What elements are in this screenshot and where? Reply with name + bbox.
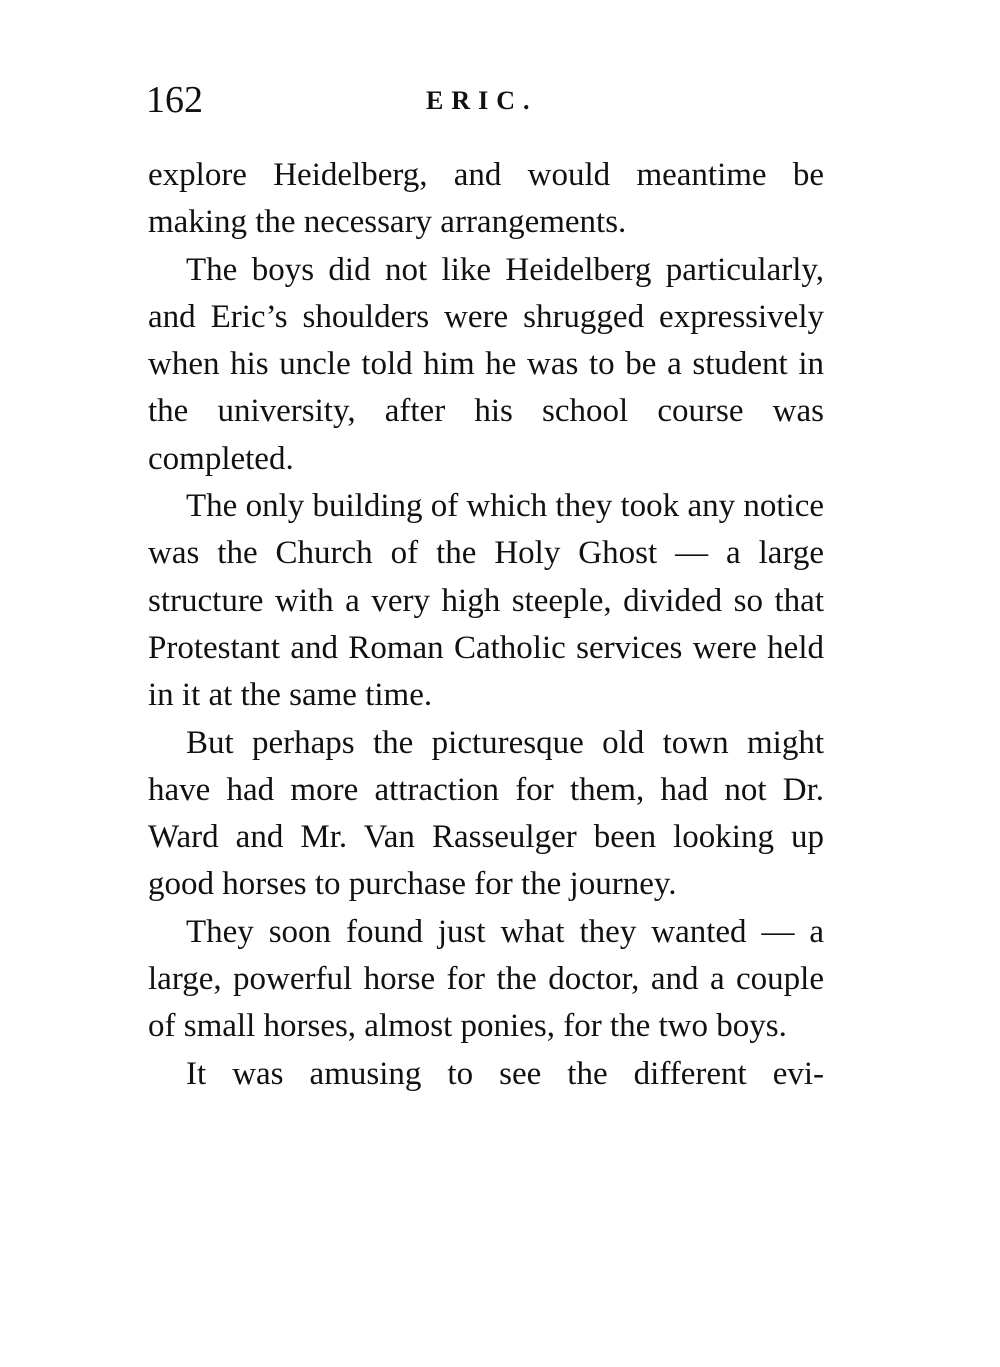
paragraph: But perhaps the picturesque old town might have had more attraction for them, had not Dr. Ward and Mr. Van Rasseulger been looking up good horses to purchase for the journey. [148,724,824,903]
paragraph: They soon found just what they wanted — a large, powerful horse for the doctor, and a couple of small horses, almost ponies, for the two boys. [148,913,824,1045]
paragraph: The only building of which they took any notice was the Church of the Holy Ghost — a large structure with a very high steeple, divided so that Protestant and Roman Catholic services were held in it at the same time. [148,488,824,714]
paragraph: The boys did not like Heidelberg particularly, and Eric’s shoulders were shrugged expressively when his uncle told him he was to be a student in the university, after his school course was completed. [148,251,824,477]
page-header [146,78,826,128]
paragraph-continues: It was amusing to see the different evi- [186,1055,824,1092]
page-number: 162 [146,79,203,121]
running-title: ERIC. [426,86,538,115]
paragraph-continued: explore Heidelberg, and would meantime be making the necessary arrangements. [148,157,824,241]
body-text [148,152,824,1098]
